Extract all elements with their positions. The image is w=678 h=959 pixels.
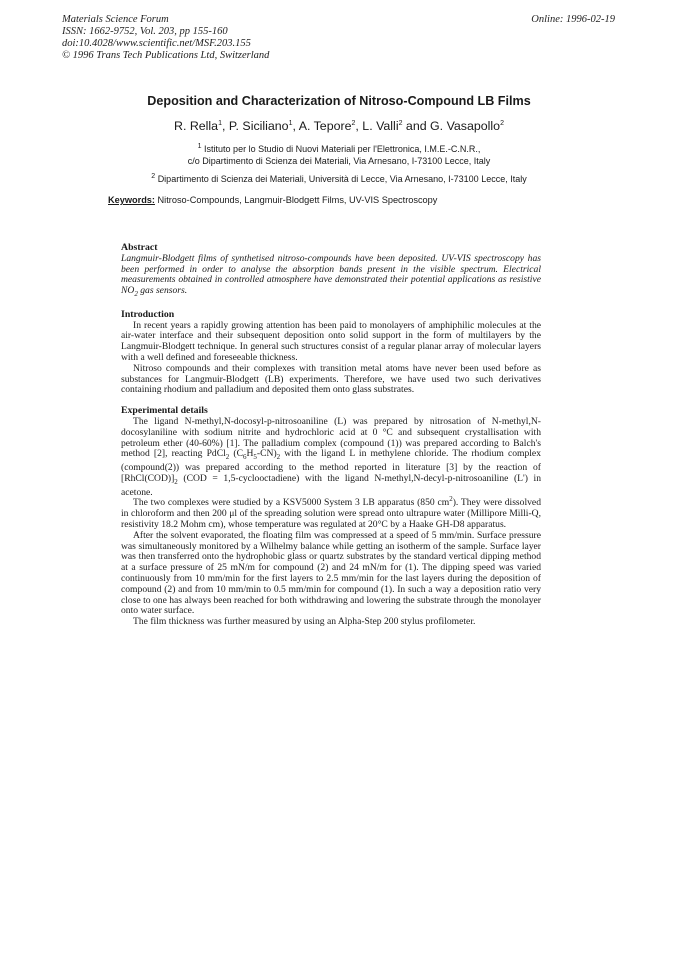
- author-affiliation-mark: 2: [351, 119, 356, 127]
- issn-line: ISSN: 1662-9752, Vol. 203, pp 155-160: [62, 26, 228, 37]
- journal-name: Materials Science Forum: [62, 14, 169, 25]
- paper-title: Deposition and Characterization of Nitroso-Compound LB Films: [147, 94, 531, 108]
- online-date: Online: 1996-02-19: [531, 14, 615, 25]
- doi-line: doi:10.4028/www.scientific.net/MSF.203.155: [62, 38, 251, 49]
- paper-body: [121, 243, 541, 628]
- abstract-text: Langmuir-Blodgett films of synthetised nitroso-compounds have been deposited. UV-VIS spectroscopy has been performed in order to analyse the absorption bands present in the visible spectrum. Electrical measurements obtained in controlled atmosphere have demonstrated their potential applications as resistive $NO_2$ gas sensors.: [121, 252, 541, 299]
- author-affiliation-mark: 1: [218, 119, 222, 127]
- author-name: A. Tepore: [298, 119, 352, 133]
- author-affiliation-mark: 2: [398, 119, 403, 127]
- experimental-paragraph: The film thickness was further measured by using an Alpha-Step 200 stylus profilometer.: [133, 616, 476, 628]
- author-name: P. Siciliano: [228, 119, 289, 133]
- author-name: R. Rella: [174, 119, 219, 133]
- experimental-paragraph: The two complexes were studied by a KSV5000 System 3 LB apparatus (850 $cm^2$). They were dissolved in chloroform and then 200 μl of the spreading solution were spread onto ultrapure water (Millipore Milli-Q, resistivity 18.2 Mohm cm), whose temperature was regulated at 20°C by a Haake GH-D8 apparatus.: [121, 495, 541, 531]
- author-list: R. Rella$^1$, P. Siciliano$^1$, A. Tepore$^2$, L. Valli$^2$ and G. Vasapollo$^2$: [174, 119, 504, 133]
- copyright-line: © 1996 Trans Tech Publications Ltd, Switzerland: [62, 50, 270, 61]
- affiliation-1: $^1$ Istituto per lo Studio di Nuovi Materiali per l'Elettronica, I.M.E.-C.N.R., c/o Dipartimento di Scienza dei Materiali, Via Arnesano, I-73100 Lecce, Italy: [187, 143, 491, 166]
- affiliation-2: $^2$ Dipartimento di Scienza dei Materiali, Università di Lecce, Via Arnesano, I-73100 Lecce, Italy: [151, 173, 527, 184]
- experimental-paragraph: The ligand N-methyl,N-docosyl-p-nitrosoaniline (L) was prepared by nitrosation of N-methyl,N-docosylaniline with sodium nitrite and hydrochloric acid at 0 °C and subsequent crystallisation with petroleum ether (40-60%) [1]. The palladium complex (compound (1)) was prepared according to Balch's method [2], reacting PdCl$_2$ $(C_6H_5-CN)_2$ with the ligand L in methylene chloride. The rhodium complex (compound(2)) was prepared according to the method reported in literature [3] by the reaction of $[RhCl(COD)]_2$ (COD = 1,5-cyclooctadiene) with the ligand N-methyl,N-decyl-p-nitrosoaniline (L') in acetone.: [121, 416, 541, 498]
- author-name: G. Vasapollo: [430, 119, 501, 133]
- keywords: [108, 195, 437, 205]
- introduction-paragraph: Nitroso compounds and their complexes with transition metal atoms have never been used before as substances for Langmuir-Blodgett (LB) experiments. Therefore, we have used two such derivatives containing rhodium and palladium and deposited them onto glass substrates.: [121, 362, 541, 396]
- journal-header: [62, 14, 269, 62]
- author-affiliation-mark: 1: [288, 119, 293, 127]
- keywords-text: Nitroso-Compounds, Langmuir-Blodgett Films, UV-VIS Spectroscopy: [157, 195, 438, 205]
- introduction-paragraph: In recent years a rapidly growing attention has been paid to monolayers of amphiphilic molecules at the air-water interface and their subsequent deposition onto solid support in the form of multilayers by the Langmuir-Blodgett technique. In general such structures consist of a regular planar array of molecular layers with a well defined and foreseeable thickness.: [121, 319, 541, 364]
- author-affiliation-mark: 2: [500, 119, 504, 127]
- experimental-heading: Experimental details: [121, 405, 208, 417]
- keywords-label: Keywords:: [108, 195, 155, 205]
- experimental-paragraph: After the solvent evaporated, the floating film was compressed at a speed of 5 mm/min. Surface pressure was simultaneously monitored by a Wilhelmy balance while getting an isotherm of the sample. Surface layer was then transferred onto the hydrophobic glass or quartz substrates by the standard vertical dipping method at a surface pressure of 25 mN/m for compound (2) and 24 mN/m for (1). The dipping speed was varied continuously from 10 mm/min for the first layers to 2.5 mm/min for the last layers during the deposition of compound (2) and from 10 mm/min to 0.5 mm/min for compound (1). In such a way a deposition ratio very close to one has always been reached for both withdrawing and lowering the substrate through the monolayer onto water surface.: [121, 529, 541, 617]
- author-name: L. Valli: [362, 119, 399, 133]
- introduction-heading: Introduction: [121, 308, 175, 320]
- abstract-heading: Abstract: [121, 242, 158, 253]
